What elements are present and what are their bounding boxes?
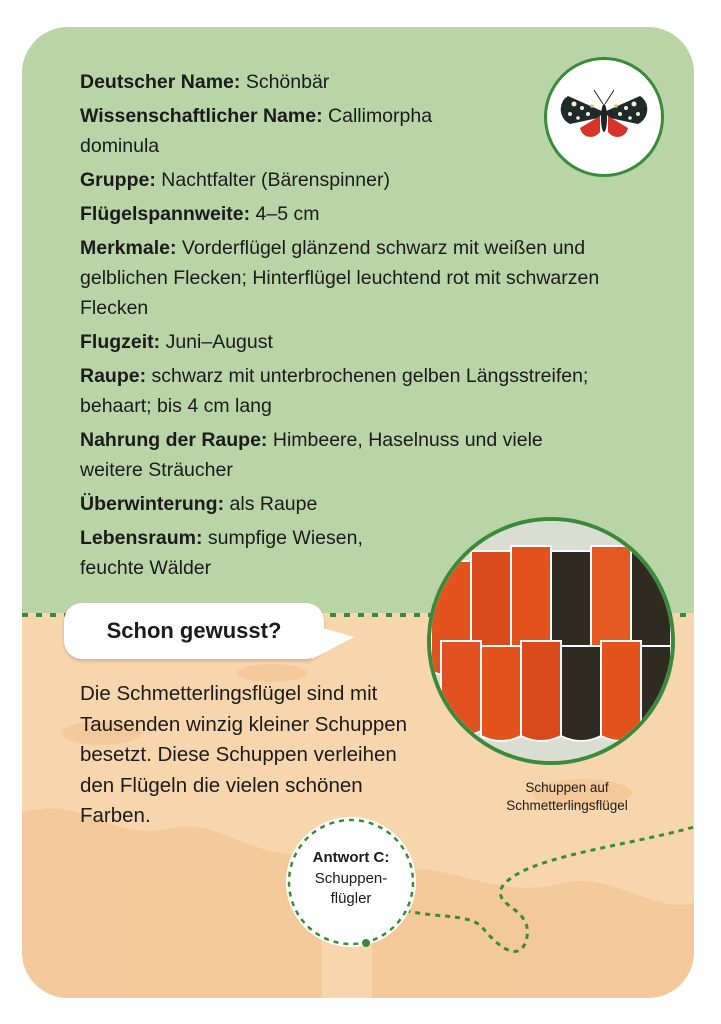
info-text: Die Schmetterlingsflügel sind mit Tausenden winzig kleiner Schuppen besetzt. Diese Schuppen verleihen den Flügeln die vielen schönen Farben.: [80, 682, 408, 827]
fact-label: Flugzeit:: [80, 331, 161, 353]
fact-card: [22, 27, 694, 998]
fact-label: Wissenschaftlicher Name:: [80, 105, 323, 127]
fact-value: sumpfige Wiesen, feuchte Wälder: [80, 527, 363, 579]
fact-label: Nahrung der Raupe:: [80, 429, 268, 451]
fact-value: Juni–August: [165, 331, 273, 353]
fact-label: Flügelspannweite:: [80, 203, 251, 225]
fact-label: Merkmale:: [80, 237, 177, 259]
fact-value: Himbeere, Haselnuss und viele weitere Sträucher: [80, 429, 543, 481]
fact-label: Überwinterung:: [80, 493, 225, 515]
speech-bubble-tail: [312, 625, 354, 659]
speech-bubble: [64, 603, 324, 659]
answer-title: Antwort C:: [312, 849, 390, 866]
fact-value: Nachtfalter (Bärenspinner): [161, 169, 390, 191]
answer-text: [286, 869, 416, 909]
fact-value: Callimorpha dominula: [80, 105, 433, 157]
fact-label: Deutscher Name:: [80, 71, 241, 93]
fact-label: Raupe:: [80, 365, 147, 387]
answer-badge: [286, 817, 416, 947]
fact-value: Vorderflügel glänzend schwarz mit weißen und gelblichen Flecken; Hinterflügel leuchtend rot mit schwarzen Flecken: [80, 237, 600, 319]
fact-value: Schönbär: [245, 71, 330, 93]
fact-label: Lebensraum:: [80, 527, 203, 549]
fact-value: als Raupe: [229, 493, 318, 515]
fact-value: schwarz mit unterbrochenen gelben Längsstreifen; behaart; bis 4 cm lang: [80, 365, 589, 417]
image-caption: Schuppen auf Schmetterlingsflügel: [506, 780, 628, 813]
fact-label: Gruppe:: [80, 169, 156, 191]
speech-bubble-title: Schon gewusst?: [106, 618, 282, 643]
fact-value: 4–5 cm: [255, 203, 320, 225]
answer-value: Schuppen-flügler: [314, 870, 388, 907]
